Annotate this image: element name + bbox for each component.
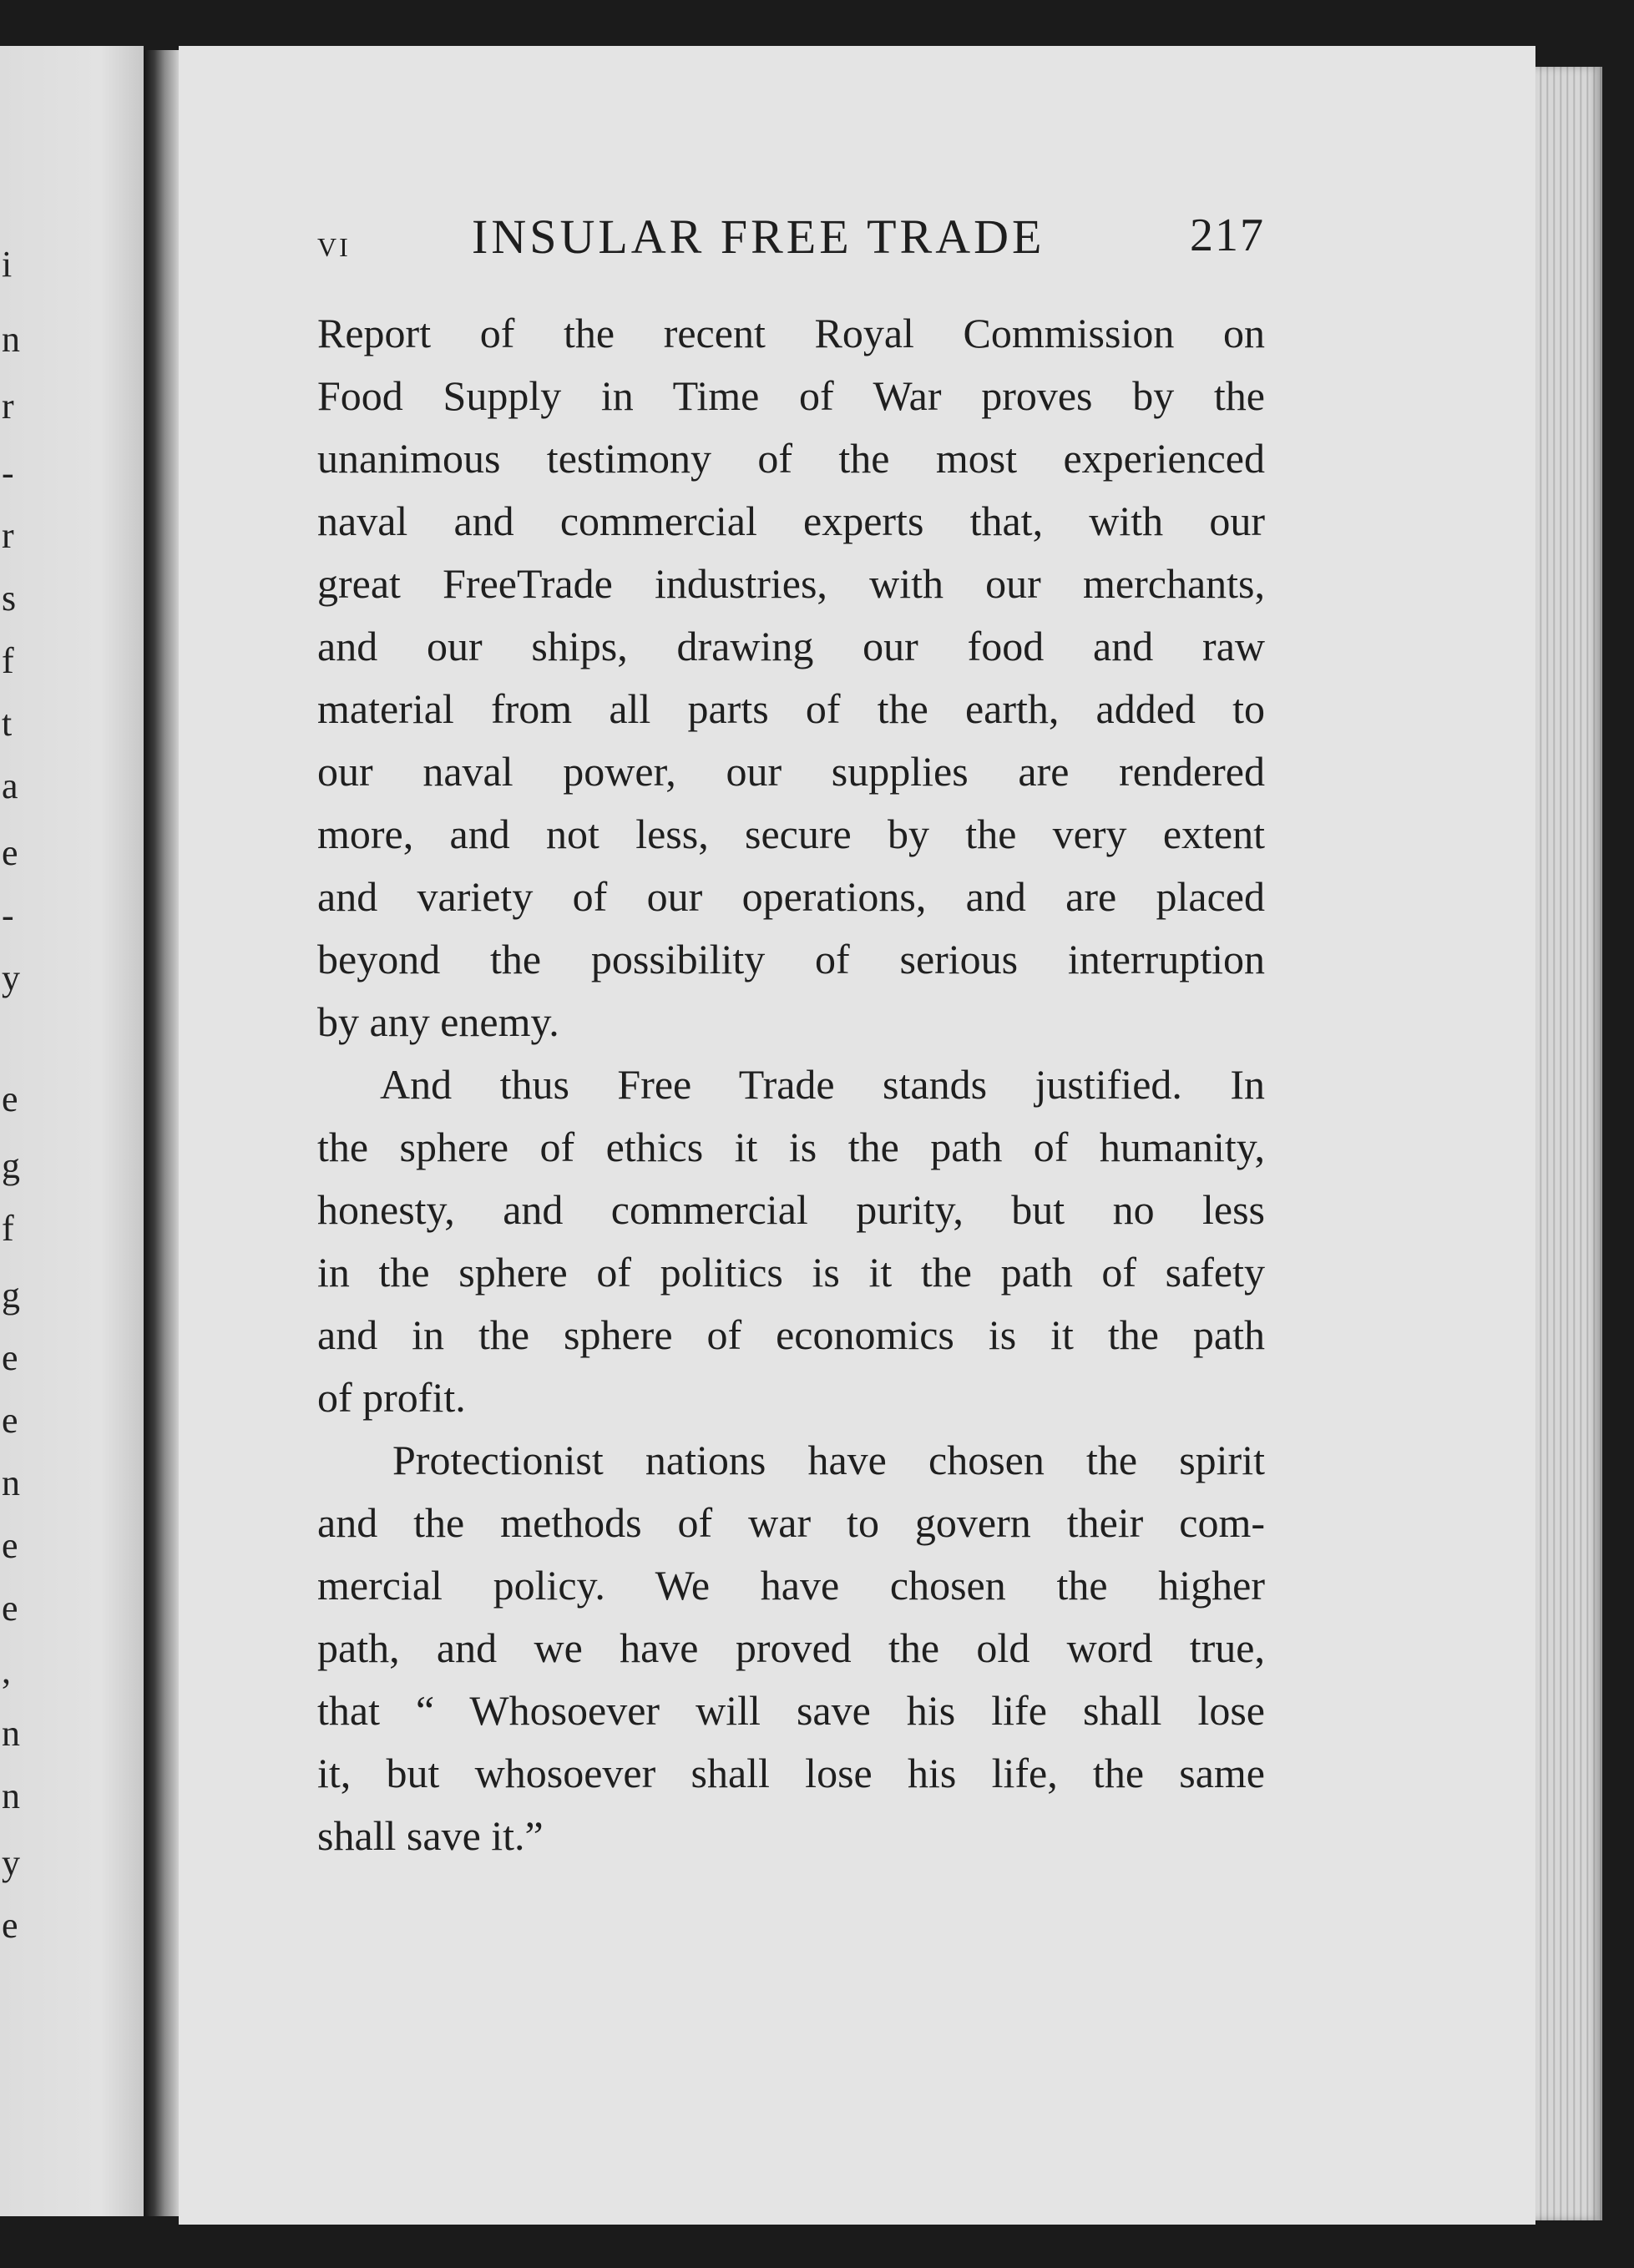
facing-letter: t — [2, 703, 13, 744]
text-line: of profit. — [317, 1374, 466, 1421]
facing-letter: e — [2, 1337, 18, 1378]
body-text — [317, 302, 1265, 1867]
facing-letter: e — [2, 1905, 18, 1946]
text-line: that “ Whosoever will save his life shall lose — [317, 1687, 1265, 1734]
paragraph — [317, 302, 1265, 1053]
facing-letter: f — [2, 1208, 14, 1249]
text-line: path, and we have proved the old word true, — [317, 1624, 1265, 1671]
text-line: mercial policy. We have chosen the higher — [317, 1562, 1265, 1609]
paragraph — [317, 1053, 1265, 1429]
facing-letter: n — [2, 1713, 20, 1754]
text-line: Protectionist nations have chosen the spirit — [392, 1437, 1265, 1483]
text-line: Report of the recent Royal Commission on — [317, 310, 1265, 356]
page-number: 217 — [1190, 210, 1265, 261]
facing-letter: g — [2, 1145, 20, 1186]
text-line: and the methods of war to govern their com- — [317, 1499, 1265, 1546]
text-line: great FreeTrade industries, with our merchants, — [317, 560, 1265, 607]
text-line: the sphere of ethics it is the path of humanity, — [317, 1124, 1265, 1170]
text-line: Food Supply in Time of War proves by the — [317, 372, 1265, 419]
text-line: And thus Free Trade stands justified. In — [380, 1061, 1265, 1108]
facing-letter: g — [2, 1275, 20, 1316]
paragraph — [317, 1429, 1265, 1867]
facing-letter: , — [2, 1650, 11, 1691]
facing-letter: i — [2, 244, 13, 285]
facing-letter: y — [2, 957, 20, 998]
facing-letter: a — [2, 765, 18, 806]
text-line: it, but whosoever shall lose his life, the same — [317, 1750, 1265, 1796]
page-edges — [1535, 67, 1602, 2220]
text-line: our naval power, our supplies are rendered — [317, 748, 1265, 795]
facing-letter: f — [2, 640, 14, 681]
text-line: and in the sphere of economics is it the path — [317, 1311, 1265, 1358]
text-line: and our ships, drawing our food and raw — [317, 623, 1265, 669]
facing-letter: e — [2, 1588, 18, 1629]
facing-page-letters — [0, 46, 25, 2216]
text-line: more, and not less, secure by the very extent — [317, 811, 1265, 857]
facing-letter: n — [2, 319, 20, 360]
facing-letter: y — [2, 1842, 20, 1883]
facing-letter: n — [2, 1462, 20, 1503]
text-line: unanimous testimony of the most experienced — [317, 435, 1265, 482]
text-line: in the sphere of politics is it the path of safety — [317, 1249, 1265, 1296]
facing-letter: r — [2, 515, 14, 556]
facing-letter: - — [2, 895, 14, 936]
text-line: beyond the possibility of serious interruption — [317, 936, 1265, 982]
facing-letter: r — [2, 386, 14, 427]
text-line: naval and commercial experts that, with our — [317, 498, 1265, 544]
facing-letter: e — [2, 1078, 18, 1119]
text-line: honesty, and commercial purity, but no less — [317, 1186, 1265, 1233]
text-line: shall save it.” — [317, 1812, 544, 1859]
facing-letter: e — [2, 1525, 18, 1566]
facing-letter: e — [2, 832, 18, 873]
book-gutter — [144, 50, 179, 2216]
running-title: INSULAR FREE TRADE — [472, 210, 1045, 264]
facing-letter: - — [2, 452, 14, 493]
text-line: material from all parts of the earth, added to — [317, 685, 1265, 732]
text-line: and variety of our operations, and are placed — [317, 873, 1265, 920]
facing-letter: s — [2, 578, 17, 619]
facing-letter: n — [2, 1776, 20, 1816]
facing-page-edge — [0, 46, 144, 2216]
text-line: by any enemy. — [317, 998, 559, 1045]
facing-letter: e — [2, 1400, 18, 1441]
chapter-number: VI — [317, 232, 351, 262]
running-header — [317, 209, 1265, 275]
